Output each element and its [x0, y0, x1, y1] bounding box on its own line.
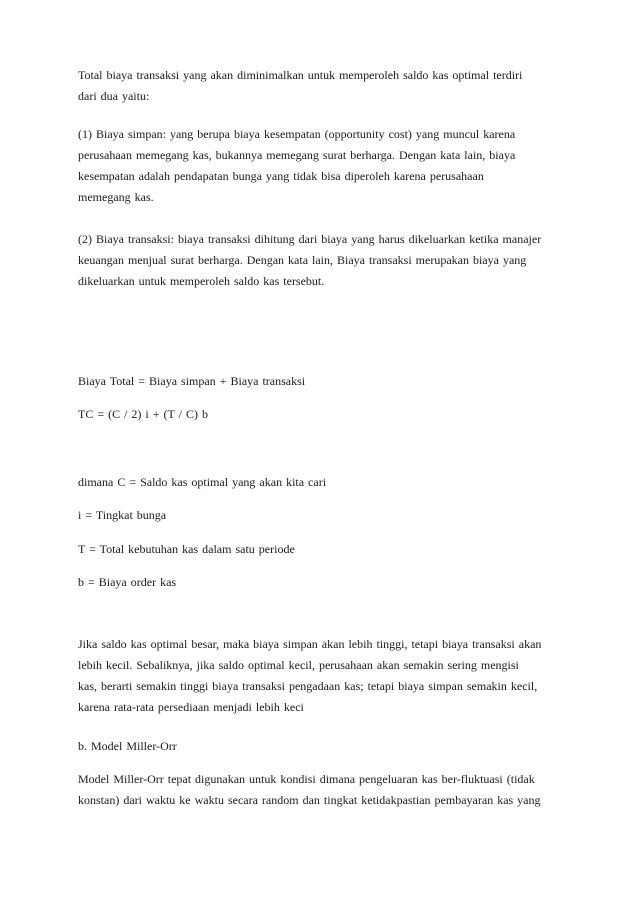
- text-line: Jika saldo kas optimal besar, maka biaya simpan akan lebih tinggi, tetapi biaya transaksi akan: [78, 637, 542, 651]
- text-line: dari dua yaitu:: [78, 89, 150, 103]
- miller-orr-paragraph: [78, 769, 564, 811]
- text-line: lebih kecil. Sebaliknya, jika saldo optimal kecil, perusahaan akan semakin sering mengisi: [78, 658, 519, 672]
- formula-tc: TC = (C / 2) i + (T / C) b: [78, 407, 208, 421]
- text-line: karena rata-rata persediaan menjadi lebih keci: [78, 700, 304, 714]
- text-line: (2) Biaya transaksi: biaya transaksi dihitung dari biaya yang harus dikeluarkan ketika manajer: [78, 232, 542, 246]
- item-2-paragraph: [78, 229, 564, 292]
- definition-b: b = Biaya order kas: [78, 575, 177, 589]
- text-line: konstan) dari waktu ke waktu secara random dan tingkat ketidakpastian pembayaran kas yang: [78, 793, 541, 807]
- text-line: kas, berarti semakin tinggi biaya transaksi pengadaan kas; tetapi biaya simpan semakin kecil,: [78, 679, 538, 693]
- text-line: (1) Biaya simpan: yang berupa biaya kesempatan (opportunity cost) yang muncul karena: [78, 127, 516, 141]
- definition-t: T = Total kebutuhan kas dalam satu periode: [78, 542, 295, 556]
- intro-paragraph: [78, 65, 564, 107]
- conclusion-paragraph: [78, 634, 564, 718]
- text-line: memegang kas.: [78, 190, 154, 204]
- text-line: Model Miller-Orr tepat digunakan untuk kondisi dimana pengeluaran kas ber-fluktuasi (tidak: [78, 772, 535, 786]
- definition-i: i = Tingkat bunga: [78, 508, 167, 522]
- item-1-paragraph: [78, 124, 564, 208]
- text-line: perusahaan memegang kas, bukannya memegang surat berharga. Dengan kata lain, biaya: [78, 148, 516, 162]
- text-line: kesempatan adalah pendapatan bunga yang tidak bisa diperoleh karena perusahaan: [78, 169, 484, 183]
- formula-biaya-total: Biaya Total = Biaya simpan + Biaya transaksi: [78, 374, 306, 388]
- text-line: keuangan menjual surat berharga. Dengan kata lain, Biaya transaksi merupakan biaya yang: [78, 253, 527, 267]
- text-line: Total biaya transaksi yang akan diminimalkan untuk memperoleh saldo kas optimal terdiri: [78, 68, 523, 82]
- text-line: dikeluarkan untuk memperoleh saldo kas tersebut.: [78, 274, 325, 288]
- heading-model-miller-orr: b. Model Miller-Orr: [78, 739, 177, 753]
- definition-c: dimana C = Saldo kas optimal yang akan kita cari: [78, 475, 327, 489]
